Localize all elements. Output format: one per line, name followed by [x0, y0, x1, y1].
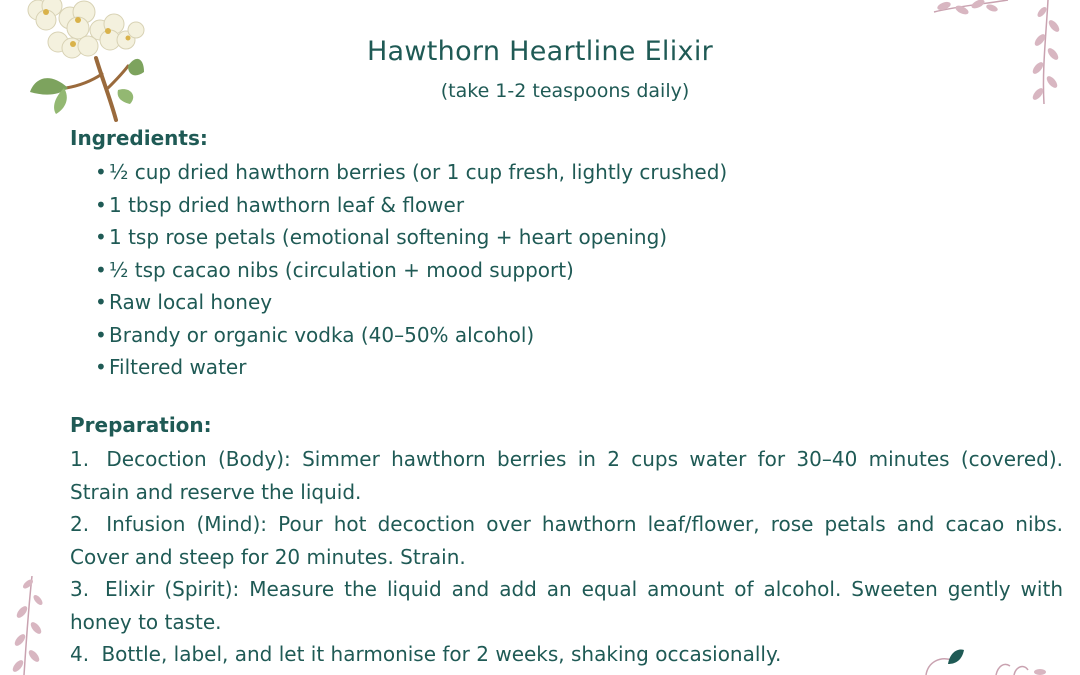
list-item: [95, 254, 727, 287]
preparation-heading: Preparation:: [70, 413, 212, 437]
bullet-icon: •: [95, 290, 107, 314]
ingredients-heading: Ingredients:: [70, 126, 208, 150]
step-item: [70, 508, 1063, 573]
preparation-steps: [70, 443, 1063, 671]
list-item: [95, 319, 727, 352]
ingredient-text: Filtered water: [109, 355, 247, 379]
pink-sprig-illustration: [6, 576, 50, 675]
step-number: 4.: [70, 642, 90, 666]
step-text: Decoction (Body): Simmer hawthorn berries in 2 cups water for 30–40 minutes (covered). Strain and reserve the liquid.: [70, 447, 1064, 504]
list-item: [95, 189, 727, 222]
step-number: 3.: [70, 577, 90, 601]
list-item: [95, 286, 727, 319]
bullet-icon: •: [95, 322, 107, 347]
step-number: 2.: [70, 512, 90, 536]
step-text: Bottle, label, and let it harmonise for 2 weeks, shaking occasionally.: [101, 642, 782, 666]
ingredient-text: Raw local honey: [109, 290, 273, 314]
step-text: Elixir (Spirit): Measure the liquid and add an equal amount of alcohol. Sweeten gently with honey to taste.: [70, 577, 1063, 634]
ingredient-text: 1 tsp rose petals (emotional softening + heart opening): [109, 225, 668, 249]
list-item: [95, 351, 727, 384]
bullet-icon: •: [95, 160, 107, 184]
ingredient-text: 1 tbsp dried hawthorn leaf & flower: [109, 192, 465, 217]
bullet-icon: •: [95, 355, 107, 379]
list-item: [95, 156, 727, 189]
bullet-icon: •: [95, 225, 107, 249]
ingredient-text: ½ cup dried hawthorn berries (or 1 cup fresh, lightly crushed): [109, 160, 728, 184]
bullet-icon: •: [95, 192, 107, 217]
step-item: [70, 638, 1063, 671]
ingredient-text: Brandy or organic vodka (40–50% alcohol): [109, 322, 535, 347]
list-item: [95, 221, 727, 254]
step-number: 1.: [70, 447, 90, 471]
bullet-icon: •: [95, 257, 107, 282]
recipe-title: Hawthorn Heartline Elixir: [366, 36, 714, 67]
ingredients-list: [95, 156, 727, 384]
step-item: [70, 443, 1063, 508]
step-item: [70, 573, 1063, 638]
recipe-subtitle: (take 1-2 teaspoons daily): [440, 80, 690, 102]
step-text: Infusion (Mind): Pour hot decoction over hawthorn leaf/flower, rose petals and cacao nibs. Cover and steep for 20 minutes. Strain.: [70, 512, 1063, 569]
ingredient-text: ½ tsp cacao nibs (circulation + mood support): [109, 257, 574, 282]
